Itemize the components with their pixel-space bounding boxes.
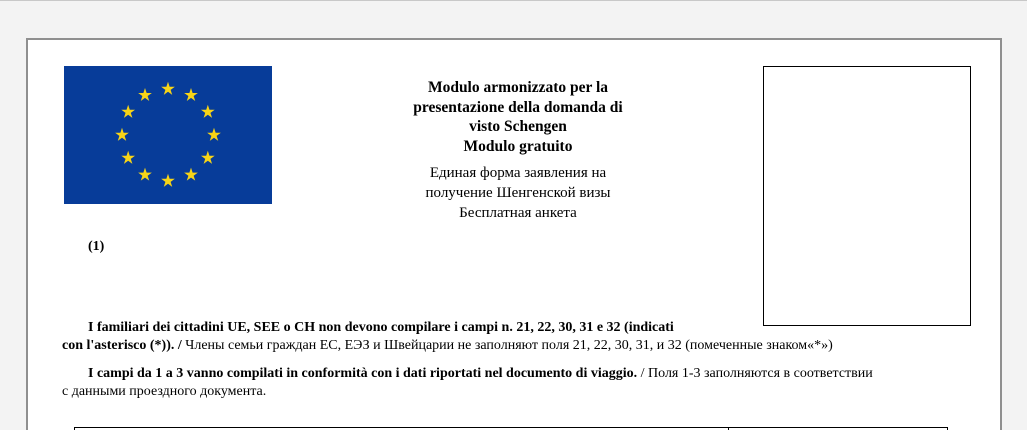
title-it-line: presentazione della domanda di	[413, 98, 623, 116]
family-note-ru: Члены семьи граждан ЕС, ЕЭЗ и Швейцарии не заполняют поля 21, 22, 30, 31, и 32 (помеченные знаком«*»)	[181, 338, 833, 353]
fields-1-3-note	[62, 365, 974, 401]
title-ru-line: получение Шенгенской визы	[425, 185, 611, 201]
form-title	[348, 78, 688, 223]
fields-note-ru-line1: / Поля 1-3 заполняются в соответствии	[637, 366, 873, 381]
title-ru-line: Бесплатная анкета	[459, 205, 577, 221]
fields-note-it: I campi da 1 a 3 vanno compilati in conformità con i dati riportati nel documento di viaggio.	[88, 366, 638, 381]
fields-note-ru-line2: с данными проездного документа.	[62, 384, 267, 399]
family-note-it-line2: con l'asterisco (*)). /	[62, 338, 182, 353]
title-italian	[348, 78, 688, 156]
footnote-marker: (1)	[88, 239, 105, 254]
photo-placeholder	[763, 66, 971, 326]
document-page	[26, 38, 1002, 430]
title-it-line: Modulo gratuito	[463, 137, 573, 155]
family-members-note	[62, 319, 974, 355]
eu-flag-icon	[64, 66, 272, 204]
family-note-it-line1: I familiari dei cittadini UE, SEE o CH non devono compilare i campi n. 21, 22, 30, 31 e 32 (indicati	[88, 320, 674, 335]
title-it-line: visto Schengen	[469, 118, 567, 135]
title-it-line: Modulo armonizzato per la	[427, 79, 609, 96]
title-russian	[348, 163, 688, 223]
title-ru-line: Единая форма заявления на	[429, 165, 607, 181]
